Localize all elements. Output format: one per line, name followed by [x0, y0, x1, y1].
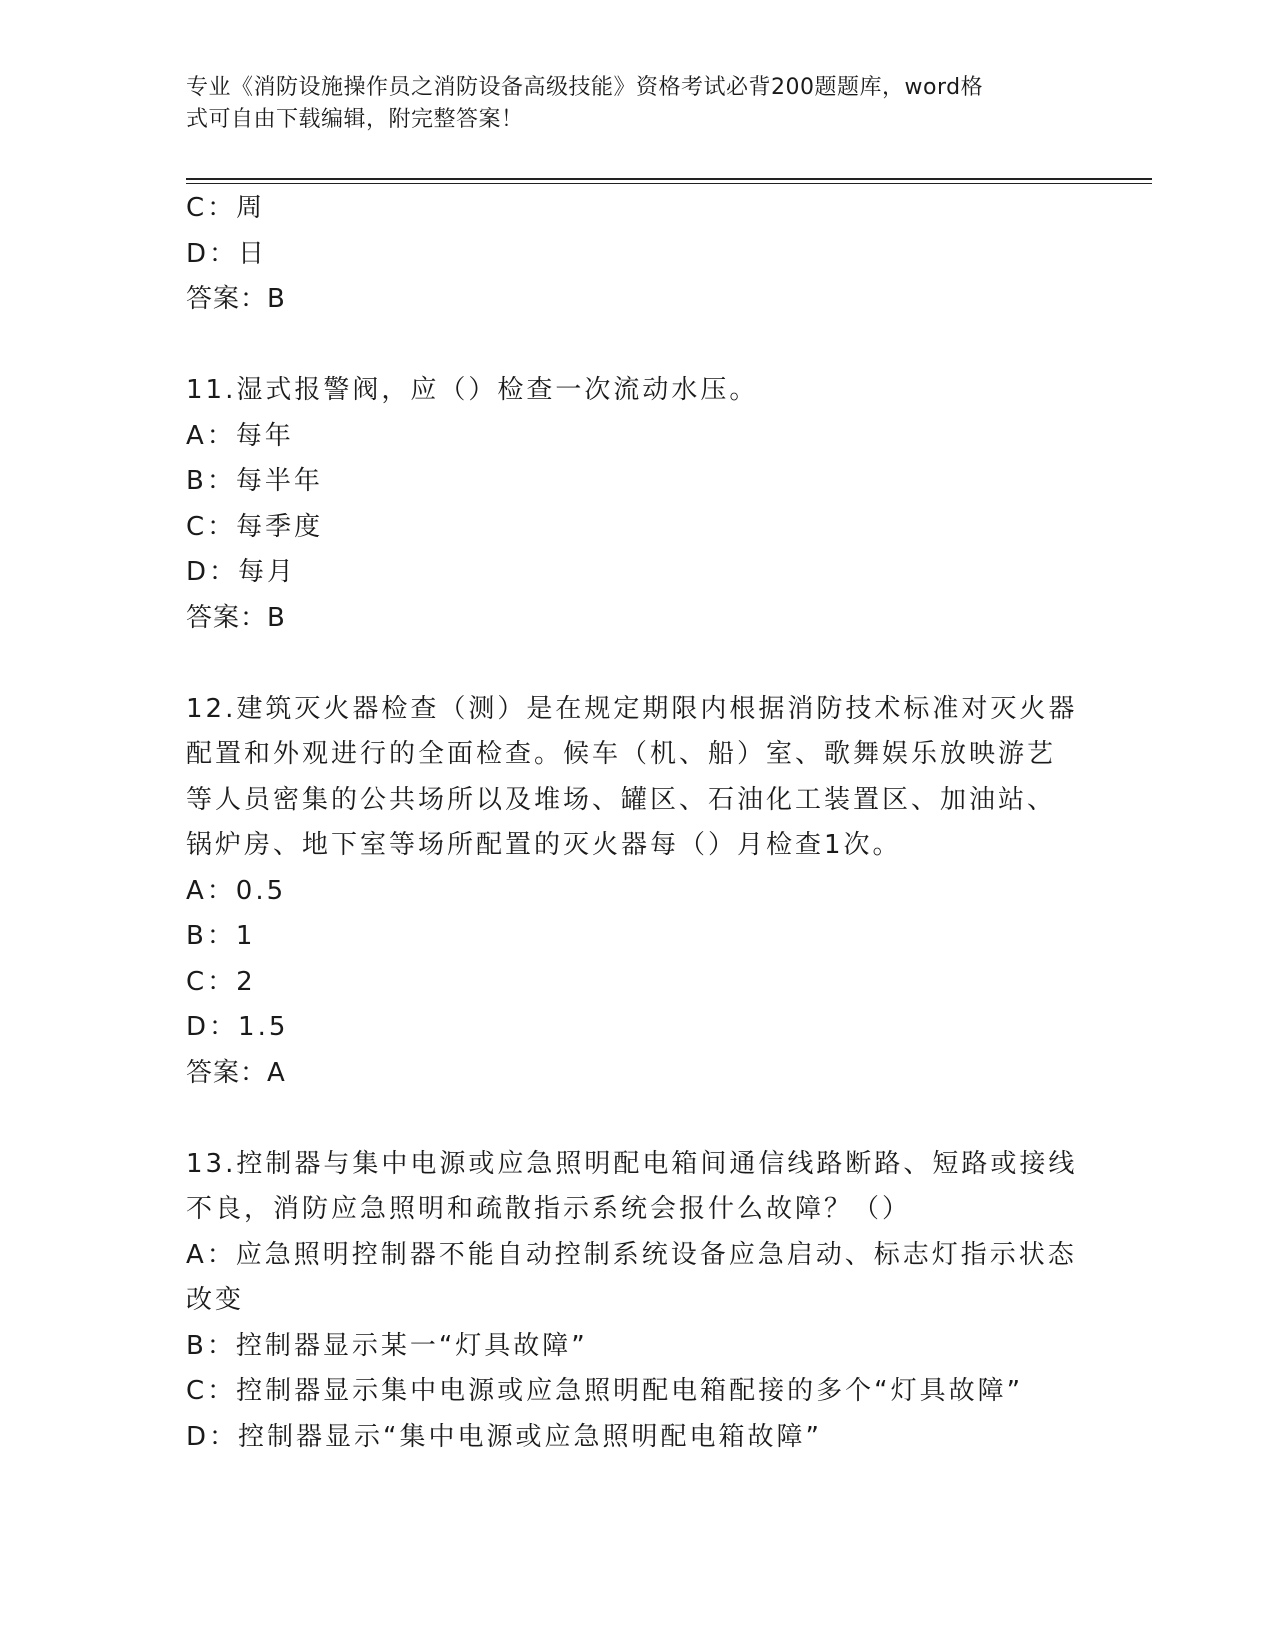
option-a-line: 改变	[186, 1285, 245, 1315]
spacer	[186, 1096, 1086, 1142]
option-c: C：控制器显示集中电源或应急照明配电箱配接的多个“灯具故障”	[186, 1376, 1024, 1406]
option-a: A：每年	[186, 420, 294, 451]
option-a-line: A：应急照明控制器不能自动控制系统设备应急启动、标志灯指示状态	[186, 1239, 1077, 1270]
option-c: C：周	[186, 193, 266, 223]
question-text-line: 12.建筑灭火器检查（测）是在规定期限内根据消防技术标准对灭火器	[186, 693, 1078, 724]
question-text-line: 锅炉房、地下室等场所配置的灭火器每（）月检查1次。	[186, 830, 902, 860]
spacer	[186, 323, 1086, 369]
header-title-line-2: 式可自由下载编辑，附完整答案！	[186, 107, 524, 132]
question-text-line: 13.控制器与集中电源或应急照明配电箱间通信线路断路、短路或接线	[186, 1148, 1078, 1179]
option-c: C：每季度	[186, 511, 324, 542]
option-d: D：每月	[186, 557, 297, 587]
header-divider-thick	[186, 178, 1152, 180]
option-d: D：日	[186, 238, 268, 269]
question-13	[186, 1142, 1086, 1461]
option-b: B：控制器显示某一“灯具故障”	[186, 1330, 588, 1361]
question-text-line: 不良，消防应急照明和疏散指示系统会报什么故障？（）	[186, 1194, 912, 1224]
option-d: D：1.5	[186, 1012, 289, 1042]
document-body	[186, 186, 1086, 1460]
question-text: 11.湿式报警阀，应（）检查一次流动水压。	[186, 375, 759, 405]
answer: 答案：B	[186, 284, 286, 314]
option-c: C：2	[186, 966, 256, 997]
answer: 答案：B	[186, 602, 286, 633]
question-12	[186, 687, 1086, 1097]
option-d: D：控制器显示“集中电源或应急照明配电箱故障”	[186, 1421, 822, 1452]
option-b: B：1	[186, 921, 256, 951]
answer: 答案：A	[186, 1057, 286, 1088]
header-divider-thin	[186, 183, 1152, 184]
question-text-line: 等人员密集的公共场所以及堆场、罐区、石油化工装置区、加油站、	[186, 784, 1057, 815]
question-10	[186, 186, 1086, 323]
page-header	[186, 72, 1066, 136]
question-text-line: 配置和外观进行的全面检查。候车（机、船）室、歌舞娱乐放映游艺	[186, 739, 1057, 769]
spacer	[186, 641, 1086, 687]
question-11	[186, 368, 1086, 641]
header-title-line-1: 专业《消防设施操作员之消防设备高级技能》资格考试必背200题题库，word格	[186, 75, 984, 100]
option-b: B：每半年	[186, 466, 323, 496]
option-a: A：0.5	[186, 875, 287, 906]
